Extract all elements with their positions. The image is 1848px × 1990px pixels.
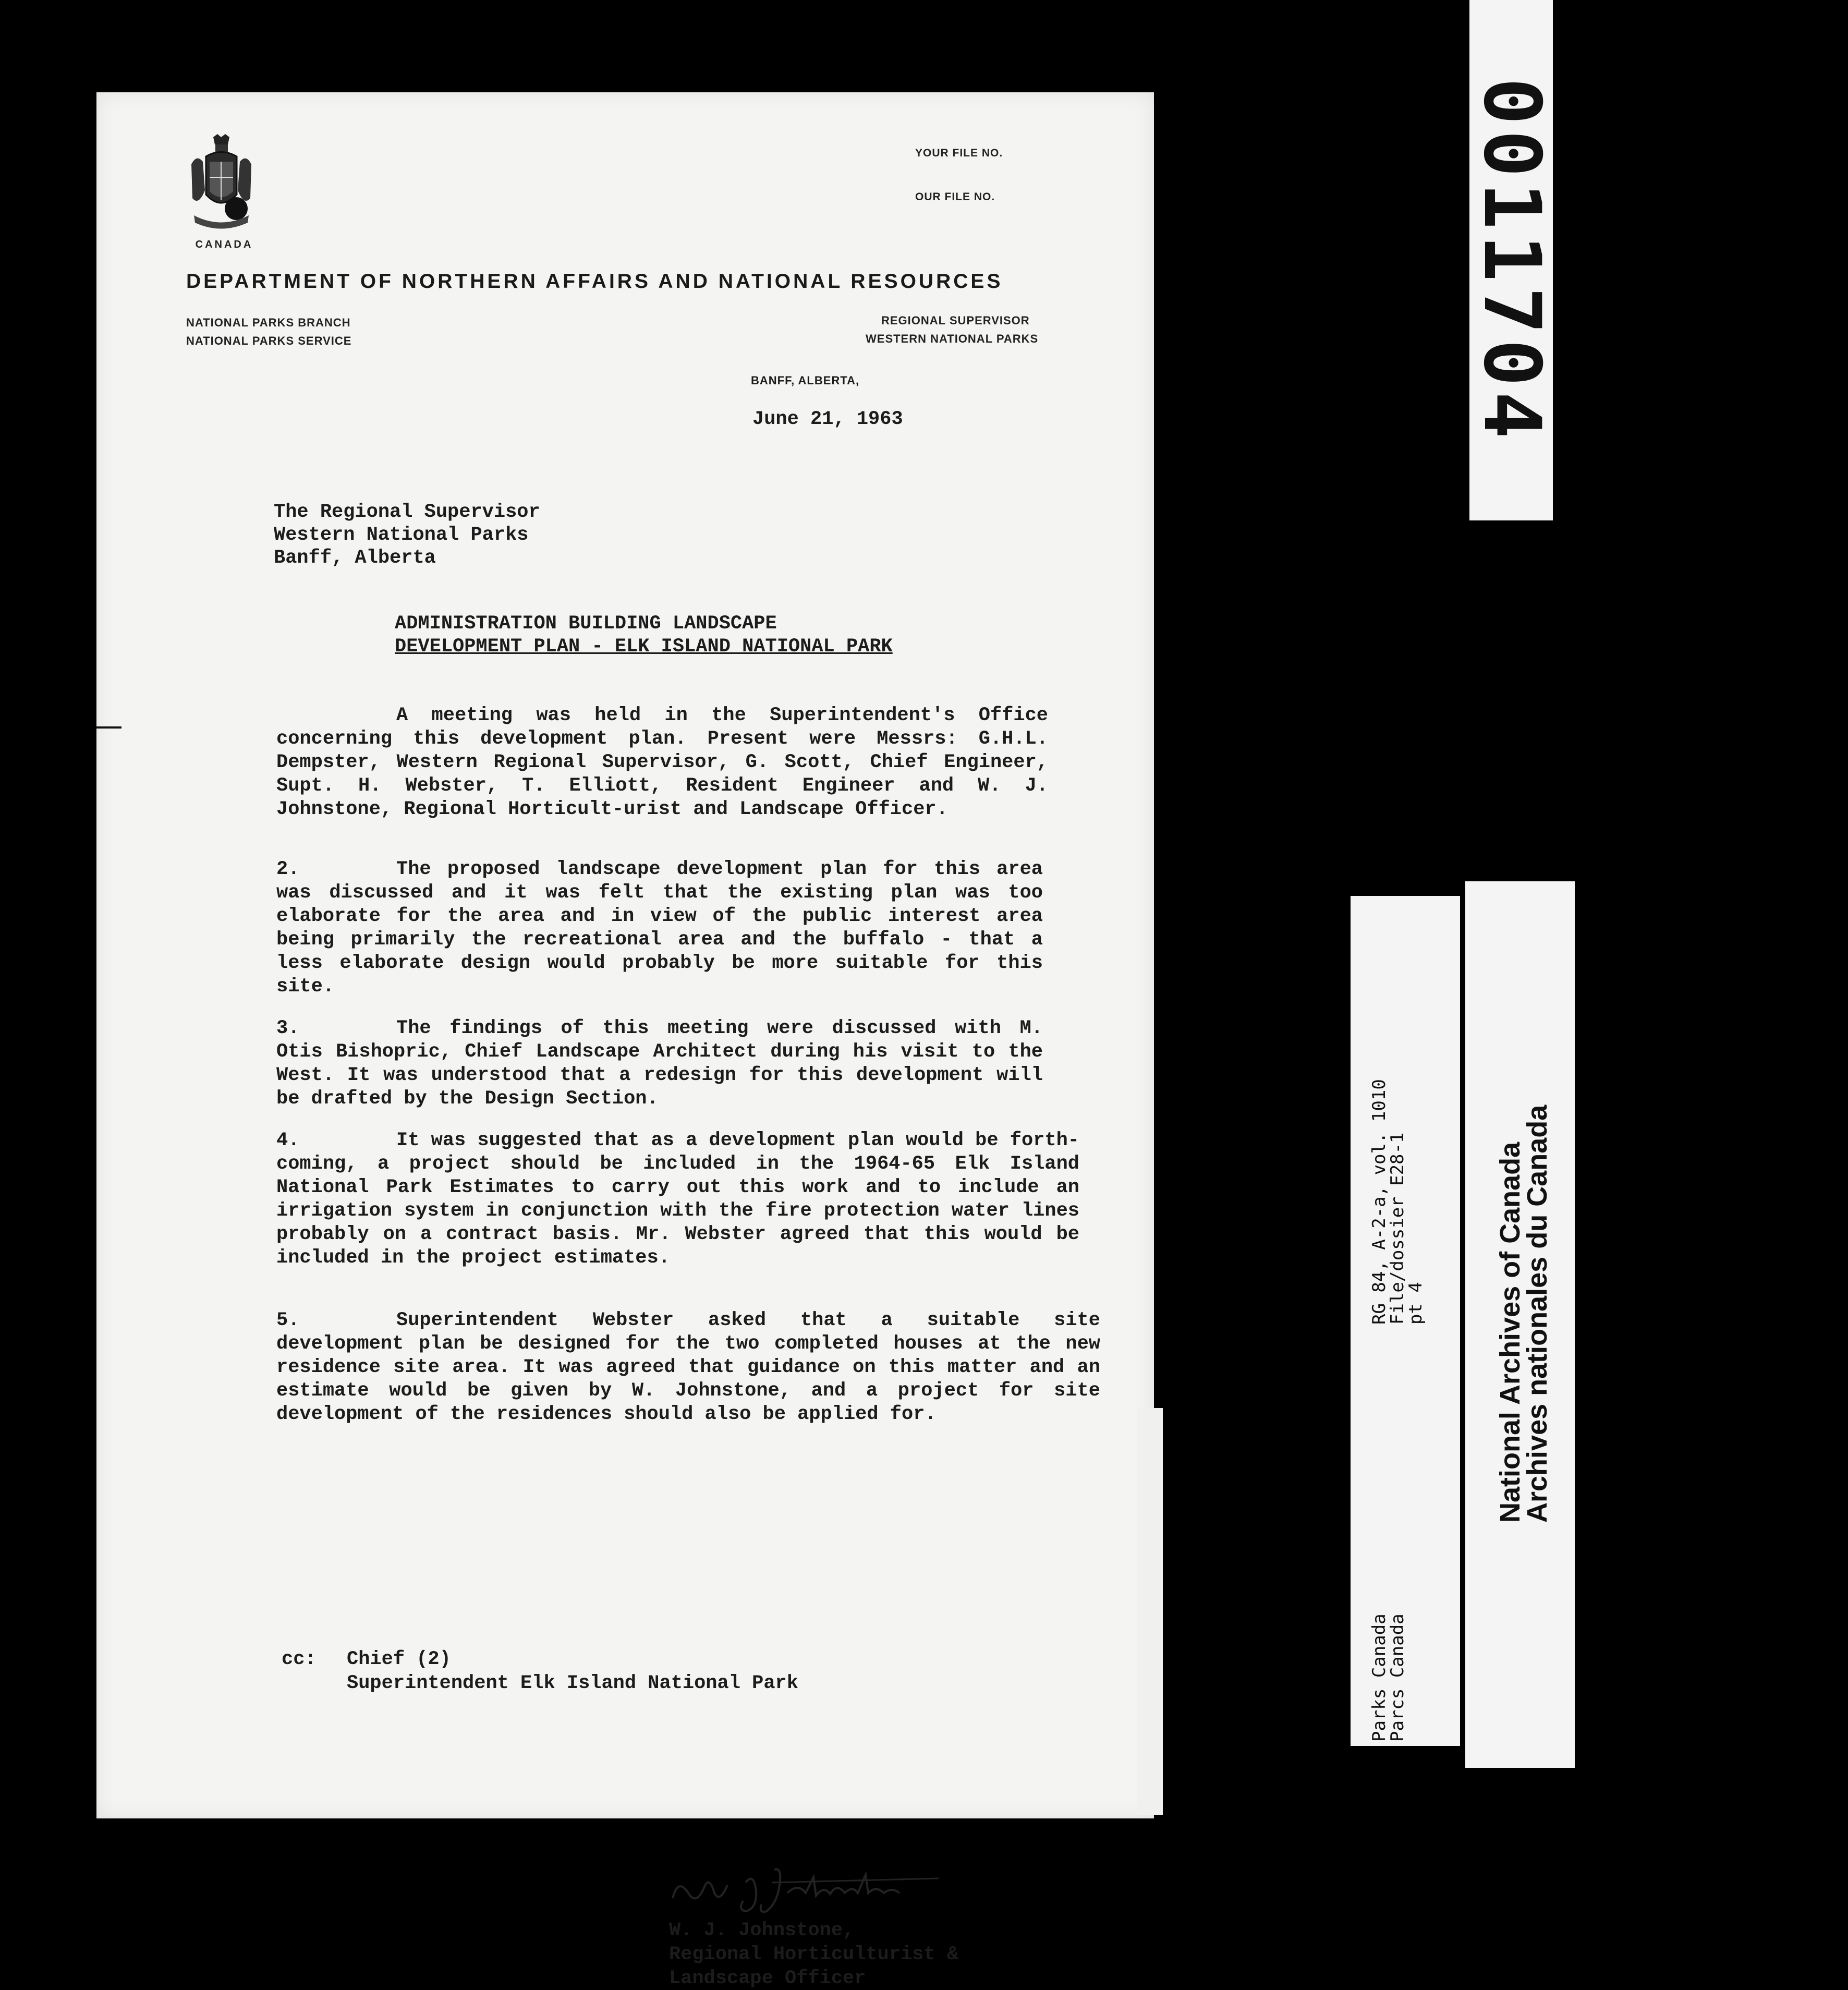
our-file-label: OUR FILE NO. <box>915 191 995 203</box>
cc-label: cc: <box>282 1648 317 1670</box>
paragraph-2-text: The proposed landscape development plan for this area was discussed and it was felt that the existing plan was too elaborate for the area and in view of the public interest area being primarily the recreational area and the buffalo - that a less elaborate design would probably be more suitable for this site. <box>276 858 1043 998</box>
margin-dash <box>96 726 121 729</box>
paragraph-4-number: 4. <box>276 1130 300 1151</box>
parks-line-1: Parks Canada <box>1369 1613 1390 1742</box>
page-edge <box>1137 1408 1163 1815</box>
paragraph-3-number: 3. <box>276 1017 300 1039</box>
letter-date: June 21, 1963 <box>752 408 903 430</box>
paragraph-5-text: Superintendent Webster asked that a suitable site development plan be designed for the two completed houses at the new residence site area. It was agreed that guidance on this matter and an estimate would be given by W. Johnstone, and a project for site development of the residences should also be applied for. <box>276 1309 1100 1425</box>
reference-line-2: File/dossier E28-1 <box>1387 1132 1408 1325</box>
paragraph-3-text: The findings of this meeting were discussed with M. Otis Bishopric, Chief Landscape Architect during his visit to the West. It was understood that a redesign for this development will be drafted by the Design Section. <box>276 1017 1043 1110</box>
national-archives-en: National Archives of Canada <box>1494 1142 1526 1523</box>
paragraph-1: A meeting was held in the Superintendent's Office concerning this development plan. Present were Messrs: G.H.L. Dempster, Western Regional Supervisor, G. Scott, Chief Engineer, Supt. H. Webster, T. Elliott, Resident Engineer and W. J. Johnstone, Regional Horticult-urist and Landscape Officer. <box>276 705 1048 820</box>
addressee-line-1: The Regional Supervisor <box>274 501 540 523</box>
signer-title-2: Landscape Officer <box>669 1968 866 1989</box>
crest-caption: CANADA <box>195 239 253 250</box>
paragraph-4 <box>276 1129 1079 1270</box>
subject-line-1: ADMINISTRATION BUILDING LANDSCAPE <box>395 613 777 635</box>
addressee-line-2: Western National Parks <box>274 524 529 546</box>
cc-recipient-1: Chief (2) <box>347 1648 451 1670</box>
frame-number: 0011704 <box>1466 77 1557 444</box>
signer-name: W. J. Johnstone, <box>669 1920 855 1942</box>
canada-coat-of-arms-icon <box>186 133 257 235</box>
paragraph-5-number: 5. <box>276 1309 300 1331</box>
office-line-1: REGIONAL SUPERVISOR <box>881 314 1030 327</box>
paragraph-2-number: 2. <box>276 858 300 880</box>
paragraph-3 <box>276 1017 1043 1111</box>
subject-line-2: DEVELOPMENT PLAN - ELK ISLAND NATIONAL PARK <box>395 636 893 658</box>
your-file-label: YOUR FILE NO. <box>915 147 1003 159</box>
reference-line-3: pt 4 <box>1405 1282 1426 1325</box>
branch-line-1: NATIONAL PARKS BRANCH <box>186 316 351 329</box>
branch-line-2: NATIONAL PARKS SERVICE <box>186 334 352 347</box>
handwritten-signature <box>667 1862 959 1919</box>
parks-line-2: Parcs Canada <box>1387 1613 1408 1742</box>
paragraph-5 <box>276 1309 1100 1426</box>
cc-recipient-2: Superintendent Elk Island National Park <box>347 1672 798 1694</box>
office-line-2: WESTERN NATIONAL PARKS <box>866 332 1039 345</box>
national-archives-fr: Archives nationales du Canada <box>1522 1105 1553 1523</box>
addressee-line-3: Banff, Alberta <box>274 547 436 569</box>
department-heading: DEPARTMENT OF NORTHERN AFFAIRS AND NATIONAL RESOURCES <box>186 270 1003 293</box>
place-of-issue: BANFF, ALBERTA, <box>751 374 860 387</box>
subject-heading <box>395 612 893 658</box>
reference-line-1: RG 84, A-2-a, vol. 1010 <box>1369 1079 1390 1325</box>
signer-title-1: Regional Horticulturist & <box>669 1944 959 1965</box>
paragraph-4-text: It was suggested that as a development plan would be forth-coming, a project should be included in the 1964-65 Elk Island National Park Estimates to carry out this work and to include an irrigation system in conjunction with the fire protection water lines probably on a contract basis. Mr. Webster agreed that this would be included in the project estimates. <box>276 1130 1080 1269</box>
paragraph-2 <box>276 858 1043 999</box>
